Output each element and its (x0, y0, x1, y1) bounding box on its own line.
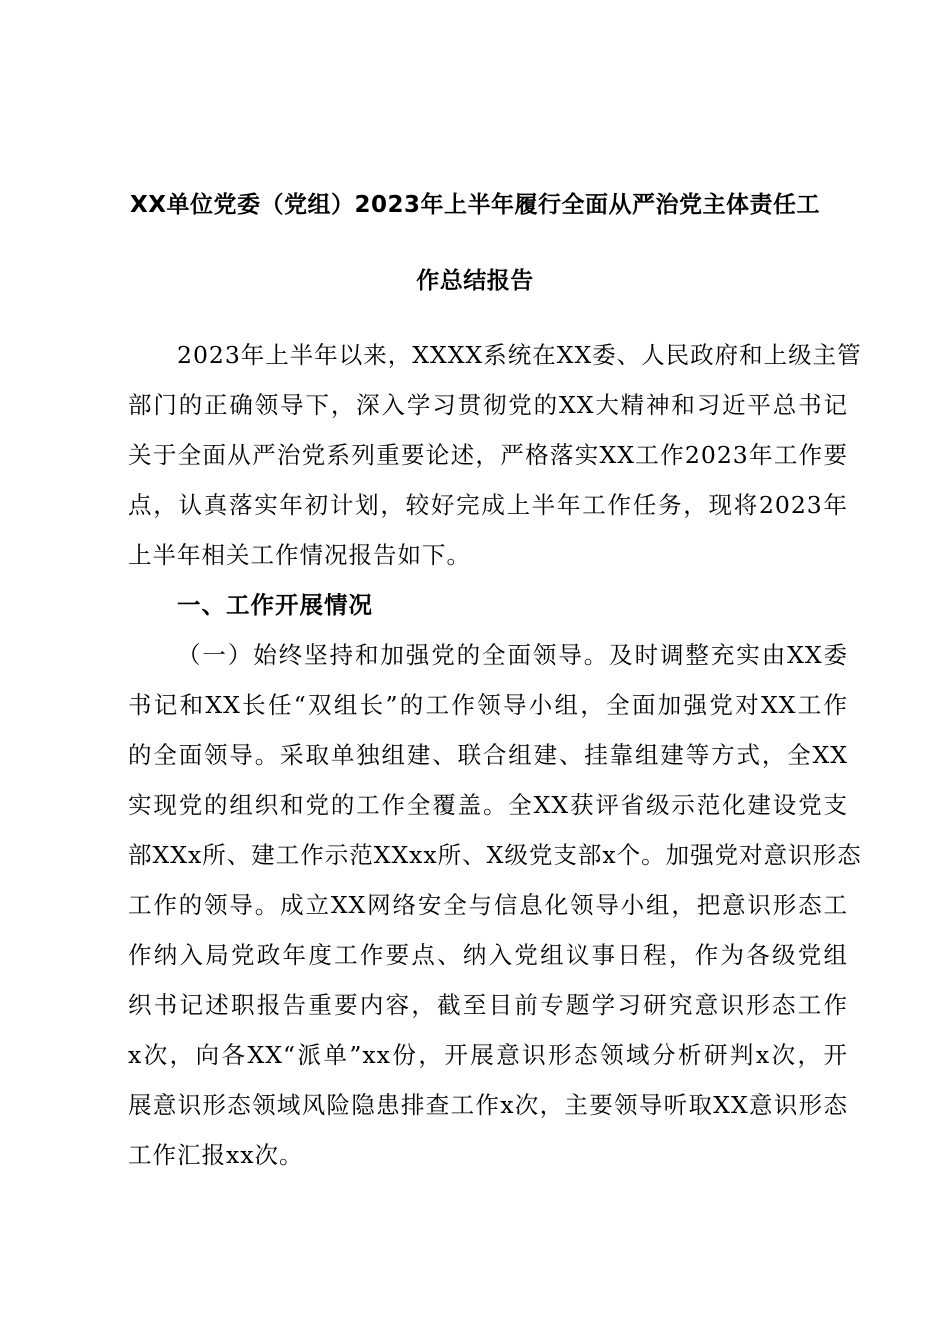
section-line: 展意识形态领域风险隐患排查工作x次，主要领导听取XX意识形态 (128, 1091, 848, 1119)
section-line: 部XXx所、建工作示范XXxx所、X级党支部x个。加强党对意识形态 (128, 841, 862, 869)
intro-line: 2023年上半年以来，XXXX系统在XX委、人民政府和上级主管 (177, 341, 862, 369)
section-line: （一）始终坚持和加强党的全面领导。及时调整充实由XX委 (177, 641, 848, 669)
intro-line: 关于全面从严治党系列重要论述，严格落实XX工作2023年工作要 (128, 441, 848, 469)
section-line: 工作汇报xx次。 (128, 1141, 304, 1169)
section-line: x次，向各XX“派单”xx份，开展意识形态领域分析研判x次，开 (128, 1041, 848, 1069)
section-line: 作纳入局党政年度工作要点、纳入党组议事日程，作为各级党组 (128, 941, 848, 969)
section-line: 的全面领导。采取单独组建、联合组建、挂靠组建等方式，全XX (128, 741, 848, 769)
document-title-line-1: XX单位党委（党组）2023年上半年履行全面从严治党主体责任工 (130, 192, 820, 218)
document-title-line-2: 作总结报告 (416, 268, 534, 294)
section-line: 织书记述职报告重要内容，截至目前专题学习研究意识形态工作 (128, 991, 848, 1019)
intro-line: 部门的正确领导下，深入学习贯彻党的XX大精神和习近平总书记 (128, 391, 848, 419)
section-line: 实现党的组织和党的工作全覆盖。全XX获评省级示范化建设党支 (128, 791, 848, 819)
section-line: 工作的领导。成立XX网络安全与信息化领导小组，把意识形态工 (128, 891, 848, 919)
intro-line: 上半年相关工作情况报告如下。 (128, 541, 471, 569)
section-line: 书记和XX长任“双组长”的工作领导小组，全面加强党对XX工作 (128, 691, 848, 719)
section-heading: 一、工作开展情况 (177, 591, 373, 619)
intro-line: 点，认真落实年初计划，较好完成上半年工作任务，现将2023年 (128, 491, 848, 519)
